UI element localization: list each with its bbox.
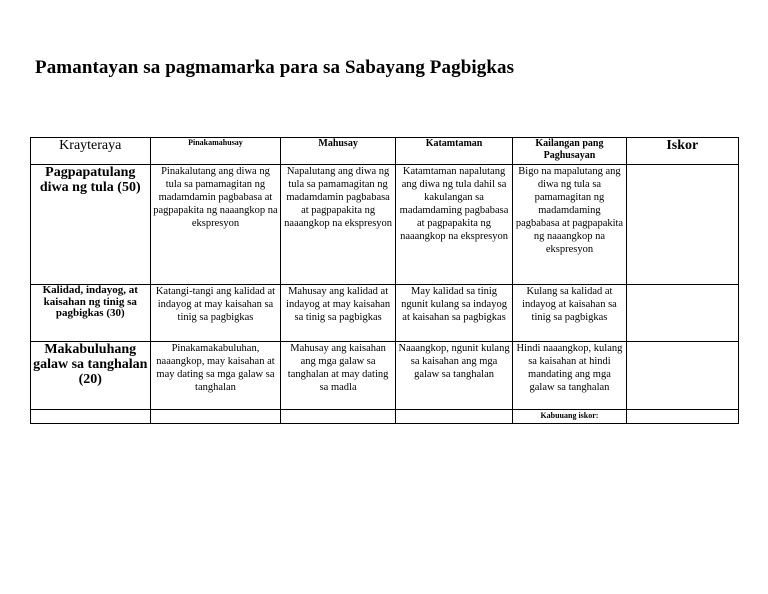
empty-cell	[281, 410, 395, 424]
rating-cell: Katamtaman napalutang ang diwa ng tula dahil sa kakulangan sa madamdaming pagbabasa at pagpapakita ng naaangkop na ekspresyon	[395, 165, 512, 285]
rating-cell: May kalidad sa tinig ngunit kulang sa indayog at kaisahan sa pagbigkas	[395, 285, 512, 342]
header-row	[31, 138, 739, 165]
rating-cell: Kulang sa kalidad at indayog at kaisahan sa tinig sa pagbigkas	[513, 285, 626, 342]
rating-cell: Mahusay ang kalidad at indayog at may kaisahan sa tinig sa pagbigkas	[281, 285, 395, 342]
empty-cell	[150, 410, 281, 424]
page-title: Pamantayan sa pagmamarka para sa Sabayang Pagbigkas	[35, 57, 515, 78]
table-row	[31, 165, 739, 285]
rating-cell: Napalutang ang diwa ng tula sa pamamagitan ng madamdamin pagbabasa at pagpapakita ng naaangkop na ekspresyon	[281, 165, 395, 285]
rating-cell: Katangi-tangi ang kalidad at indayog at may kaisahan sa tinig sa pagbigkas	[150, 285, 281, 342]
header-criteria: Krayteraya	[31, 138, 151, 165]
rating-cell: Pinakalutang ang diwa ng tula sa pamamagitan ng madamdamin pagbabasa at pagpapakita ng naaangkop na ekspresyon	[150, 165, 281, 285]
rating-cell: Hindi naaangkop, kulang sa kaisahan at hindi mandating ang mga galaw sa tanghalan	[513, 342, 626, 410]
header-needs-improvement: Kailangan pang Paghusayan	[513, 138, 626, 165]
score-cell[interactable]	[626, 165, 738, 285]
header-score: Iskor	[626, 138, 738, 165]
rubric-table	[30, 137, 739, 424]
rating-cell: Pinakamakabuluhan, naaangkop, may kaisahan at may dating sa mga galaw sa tanghalan	[150, 342, 281, 410]
score-cell[interactable]	[626, 285, 738, 342]
total-score-label: Kabuuang iskor:	[513, 410, 626, 424]
header-excellent: Pinakamahusay	[150, 138, 281, 165]
table-row	[31, 285, 739, 342]
criterion-cell: Kalidad, indayog, at kaisahan ng tinig sa pagbigkas (30)	[31, 285, 151, 342]
total-row	[31, 410, 739, 424]
empty-cell	[31, 410, 151, 424]
header-average: Katamtaman	[395, 138, 512, 165]
rating-cell: Naaangkop, ngunit kulang sa kaisahan ang mga galaw sa tanghalan	[395, 342, 512, 410]
rating-cell: Bigo na mapalutang ang diwa ng tula sa pamamagitan ng madamdaming pagbabasa at pagpapakita ng naaangkop na ekspresyon	[513, 165, 626, 285]
rating-cell: Mahusay ang kaisahan ang mga galaw sa tanghalan at may dating sa madla	[281, 342, 395, 410]
score-cell[interactable]	[626, 342, 738, 410]
header-good: Mahusay	[281, 138, 395, 165]
empty-cell	[395, 410, 512, 424]
total-score-cell[interactable]	[626, 410, 738, 424]
table-row	[31, 342, 739, 410]
criterion-cell: Makabuluhang galaw sa tanghalan (20)	[31, 342, 151, 410]
criterion-cell: Pagpapatulang diwa ng tula (50)	[31, 165, 151, 285]
